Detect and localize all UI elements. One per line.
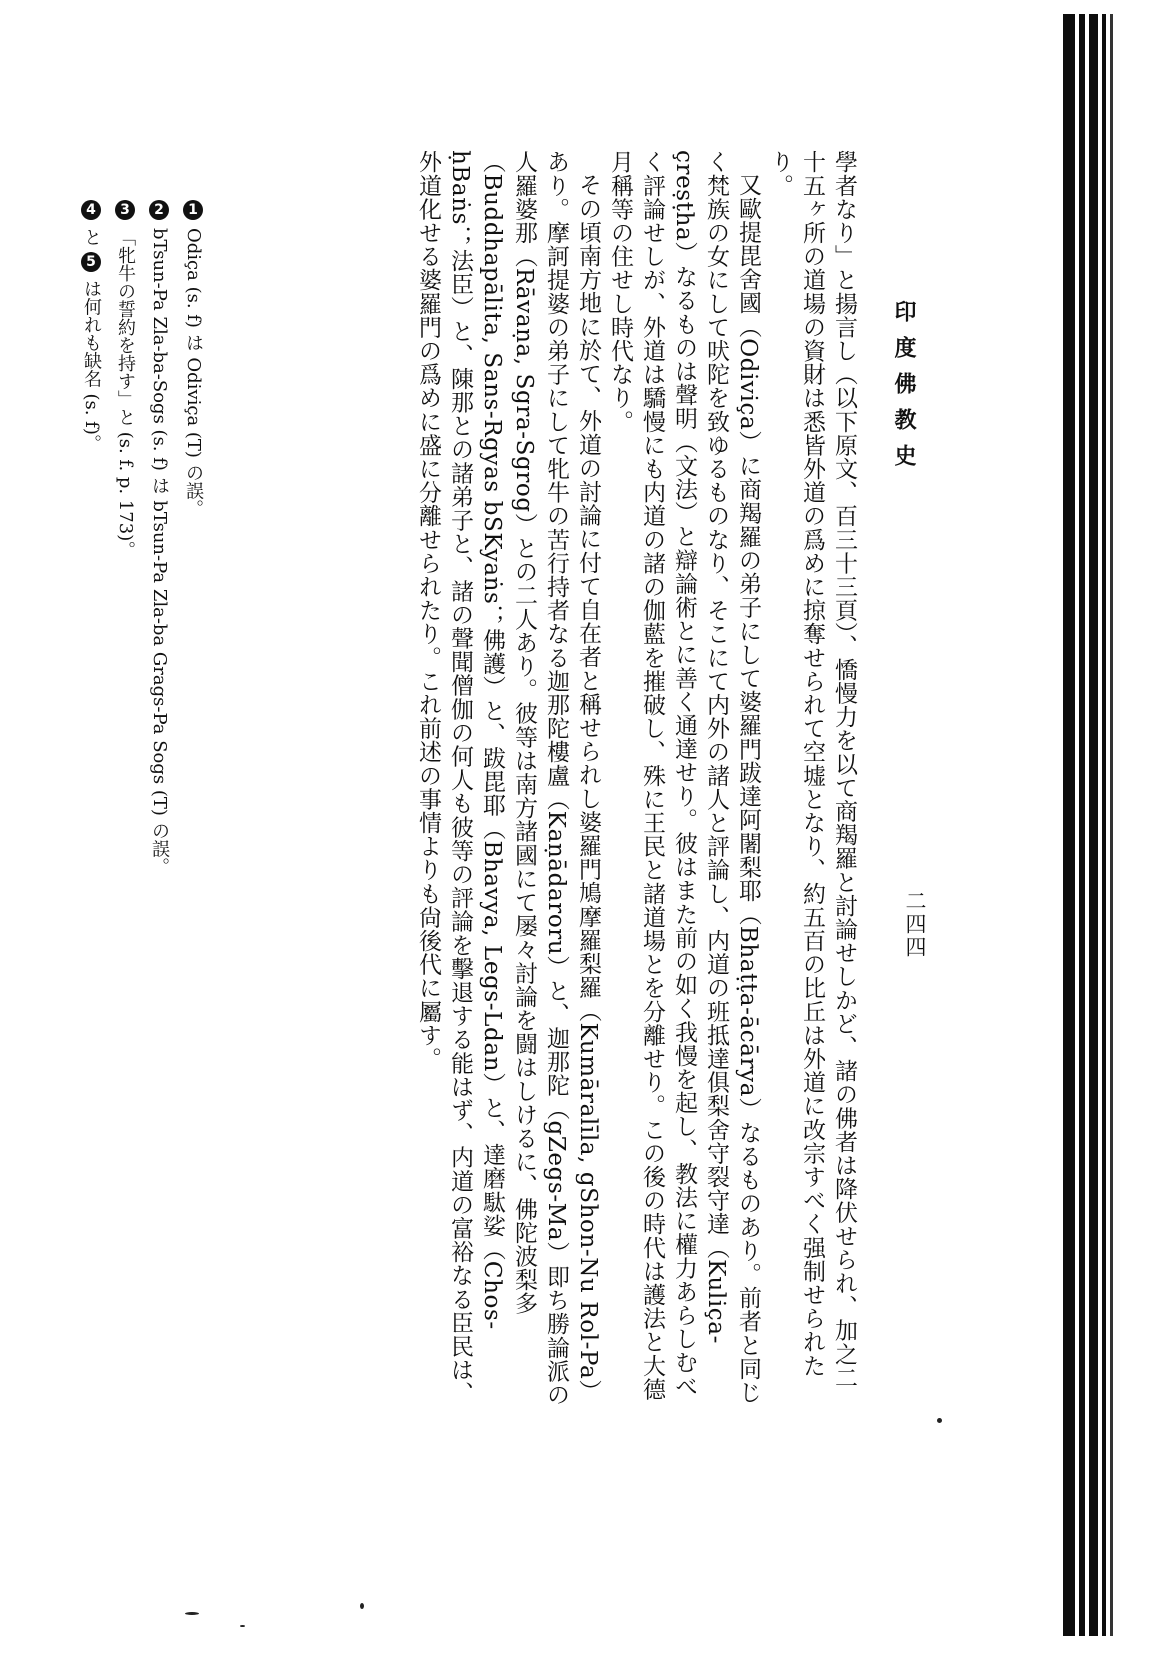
- binding-edge: [1102, 14, 1106, 1636]
- paragraph: その頃南方地に於て、外道の討論に付て自在者と稱せられし婆羅門鳩摩羅梨羅（Kumāralīla, gShon-Nu Rol-Pa）あり。摩訶提婆の弟子にして牝牛の苦行持者なる迦那陀樓盧（Kaṇādaroru）と、迦那陀（gZegs-Ma）即ち勝論派の人羅婆那（Rāvaṇa, Sgra-Sgrog）との二人あり。彼等は南方諸國にて屡々討論を闘はしけるに、佛陀波梨多（Buddhapālita, Sans-Rgyas bSKyaṅs；佛護）と、跋毘耶（Bhavya, Legs-Ldan）と、達磨駄娑（Chos-ḥBaṅs；法臣）と、陳那との諸弟子と、諸の聲聞僧伽の何人も彼等の評論を擊退する能はず、内道の富裕なる臣民は、外道化せる婆羅門の爲めに盛に分離せられたり。これ前述の事情よりも尙後代に屬す。: [415, 150, 601, 1407]
- scan-speck: [185, 1612, 199, 1615]
- binding-edge: [1089, 14, 1098, 1636]
- paragraph: 又歐提毘舍國（Odiviça）に商羯羅の弟子にして婆羅門跋達阿闍梨耶（Bhaṭṭa-ācārya）なるものあり。前者と同じく梵族の女にして吠陀を致ゆるものなり、そこにて内外の諸人と評論し、内道の班抵達俱梨舍守裂守達（Kuliça-çreṣṭha）なるものは聲明（文法）と辯論術とに善く通達せり。彼はまた前の如く我慢を起し、教法に權力あらしむべく評論せしが、外道は驕慢にも内道の諸の伽藍を摧破し、殊に王民と諸道場とを分離せり。この後の時代は護法と大德月稱等の住せし時代なり。: [607, 150, 761, 1404]
- footnote-text: Odiça (s. f) は Odiviça (T) の誤。: [183, 228, 204, 518]
- footnote-marker: 2: [151, 202, 167, 218]
- body-text: [210, 150, 860, 1410]
- footnote: [108, 200, 142, 1200]
- footnote-marker: 1: [185, 202, 201, 218]
- footnote: [142, 200, 176, 1200]
- footnote-text: bTsun-Pa Zla-ba-Sogs (s. f) は bTsun-Pa Zla-ba Grags-Pa Sogs (T) の誤。: [149, 228, 170, 876]
- footnote-text: 「牝牛の誓約を持す」と (s. f. p. 173)。: [115, 228, 136, 560]
- paragraph: 學者なり」と揚言し（以下原文、百三十三頁）、憍慢力を以て商羯羅と討論せしかど、諸の佛者は降伏せられ、加之二十五ヶ所の道場の資財は悉皆外道の爲めに掠奪せられて空墟となり、約五百の比丘は外道に改宗すべく强制せられたり。: [767, 150, 857, 1390]
- scan-speck: [937, 1418, 942, 1423]
- footnote: [176, 200, 210, 1200]
- footnote-text: は何れも缺名 (s. f)。: [81, 279, 102, 453]
- footnote: [74, 200, 108, 1200]
- binding-edge: [1110, 14, 1113, 1636]
- footnote-marker: 3: [117, 202, 133, 218]
- scan-speck: [240, 1625, 245, 1627]
- footnote-marker: 4: [83, 202, 99, 218]
- footnote-text: と: [81, 228, 102, 246]
- scan-speck: [360, 1603, 364, 1609]
- binding-edge: [1079, 14, 1085, 1636]
- footnote-marker: 5: [83, 253, 99, 270]
- running-title: 印度佛教史: [891, 300, 917, 480]
- footnotes: [70, 200, 210, 1200]
- page-number: 二四四: [903, 890, 927, 959]
- binding-edge: [1063, 14, 1075, 1636]
